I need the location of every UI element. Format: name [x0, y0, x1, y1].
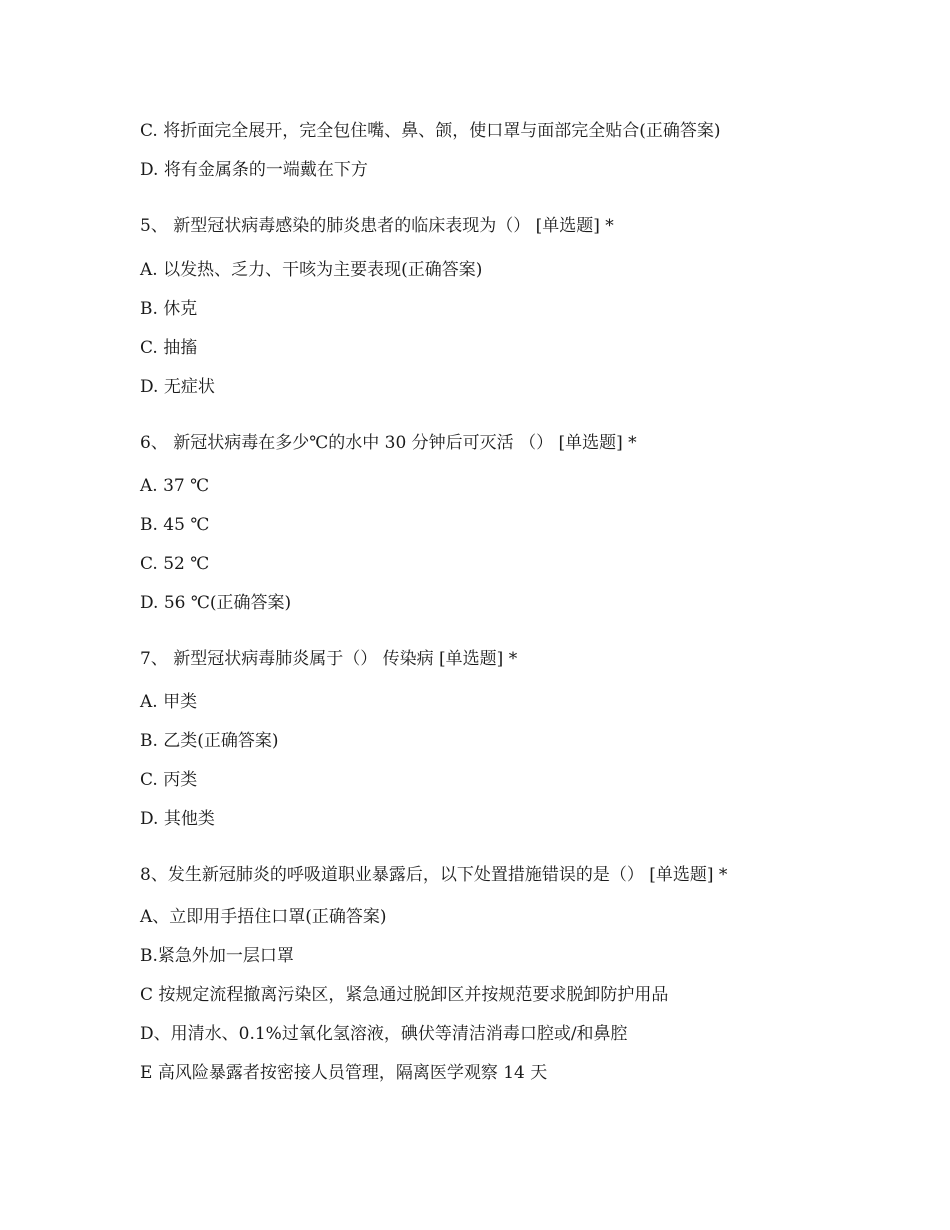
q6-option-d: D. 56 ℃(正确答案): [140, 593, 292, 613]
q7-question: 7、 新型冠状病毒肺炎属于（） 传染病 [单选题] *: [140, 649, 518, 669]
q8-question: 8、发生新冠肺炎的呼吸道职业暴露后，以下处置措施错误的是（） [单选题] *: [140, 865, 728, 885]
q6-option-c: C. 52 ℃: [140, 554, 210, 574]
q5-option-d: D. 无症状: [140, 377, 215, 397]
q7-option-b: B. 乙类(正确答案): [140, 731, 279, 751]
q7-option-d: D. 其他类: [140, 809, 215, 829]
q8-option-d: D、用清水、0.1%过氧化氢溶液，碘伏等清洁消毒口腔或/和鼻腔: [140, 1024, 628, 1044]
q4-option-c: C. 将折面完全展开，完全包住嘴、鼻、颌，使口罩与面部完全贴合(正确答案): [140, 121, 721, 141]
q8-option-a: A、立即用手捂住口罩(正确答案): [140, 907, 387, 927]
q5-option-c: C. 抽搐: [140, 338, 198, 358]
q8-option-b: B.紧急外加一层口罩: [140, 946, 294, 966]
q8-option-e: E 高风险暴露者按密接人员管理，隔离医学观察 14 天: [140, 1063, 548, 1083]
q6-option-b: B. 45 ℃: [140, 515, 210, 535]
q4-option-d: D. 将有金属条的一端戴在下方: [140, 160, 368, 180]
q5-question: 5、 新型冠状病毒感染的肺炎患者的临床表现为（） [单选题] *: [140, 216, 614, 236]
q7-option-a: A. 甲类: [140, 692, 198, 712]
q6-option-a: A. 37 ℃: [140, 476, 210, 496]
q5-option-b: B. 休克: [140, 299, 198, 319]
q5-option-a: A. 以发热、乏力、干咳为主要表现(正确答案): [140, 260, 483, 280]
q8-option-c: C 按规定流程撤离污染区，紧急通过脱卸区并按规范要求脱卸防护用品: [140, 985, 669, 1005]
q7-option-c: C. 丙类: [140, 770, 198, 790]
q6-question: 6、 新冠状病毒在多少℃的水中 30 分钟后可灭活 （） [单选题] *: [140, 433, 637, 453]
